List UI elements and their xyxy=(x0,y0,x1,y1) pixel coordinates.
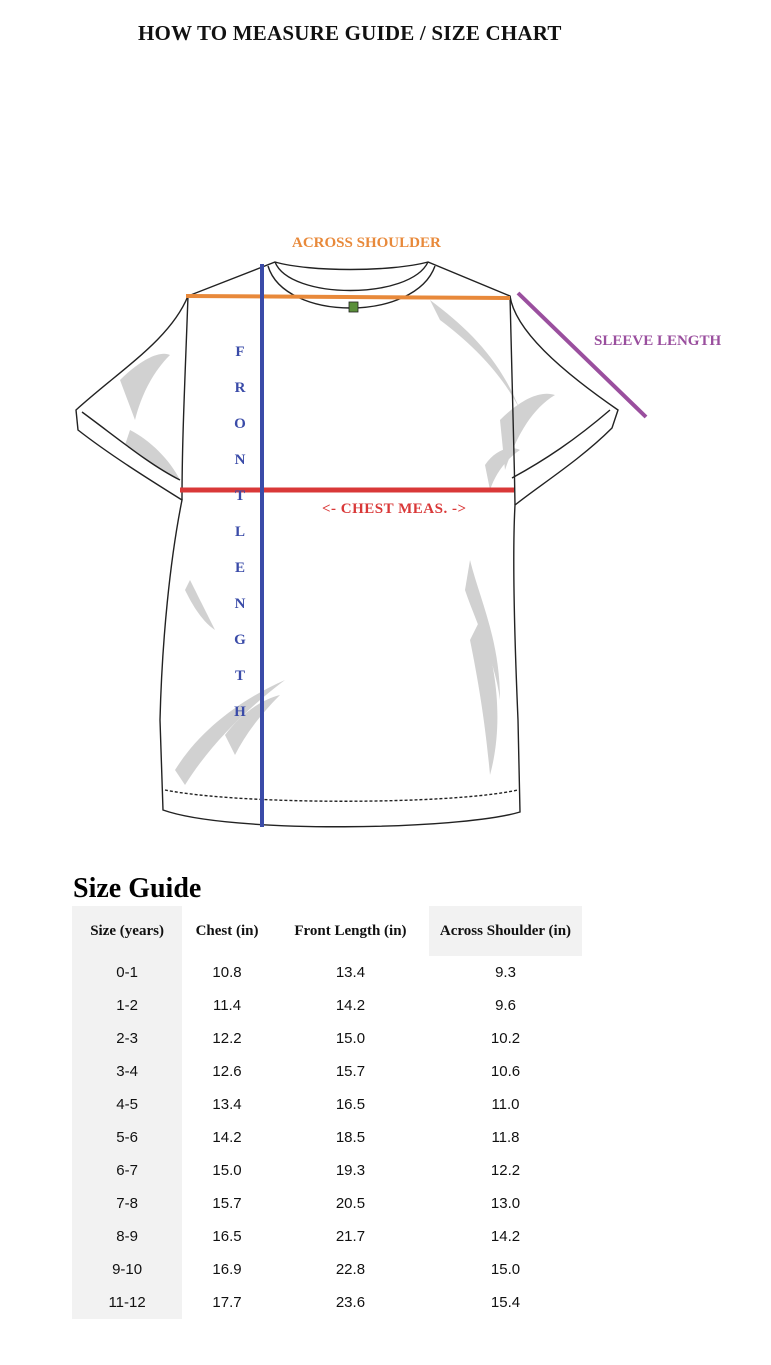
front-length-cell: 18.5 xyxy=(272,1121,429,1154)
chest-cell: 14.2 xyxy=(182,1121,272,1154)
size-cell: 2-3 xyxy=(72,1022,182,1055)
front-length-letter: O xyxy=(234,416,246,432)
size-cell: 4-5 xyxy=(72,1088,182,1121)
page-title: HOW TO MEASURE GUIDE / SIZE CHART xyxy=(138,21,562,45)
table-row xyxy=(72,1220,582,1253)
size-cell: 9-10 xyxy=(72,1253,182,1286)
across-shoulder-cell: 9.3 xyxy=(429,956,582,989)
front-length-cell: 23.6 xyxy=(272,1286,429,1319)
chest-cell: 10.8 xyxy=(182,956,272,989)
column-header-chest: Chest (in) xyxy=(182,906,272,956)
front-length-cell: 21.7 xyxy=(272,1220,429,1253)
front-length-letter: F xyxy=(235,344,245,360)
front-length-cell: 20.5 xyxy=(272,1187,429,1220)
table-row xyxy=(72,1055,582,1088)
front-length-cell: 19.3 xyxy=(272,1154,429,1187)
chest-cell: 16.5 xyxy=(182,1220,272,1253)
across-shoulder-cell: 10.2 xyxy=(429,1022,582,1055)
size-guide-title: Size Guide xyxy=(73,873,202,904)
table-row xyxy=(72,989,582,1022)
across-shoulder-cell: 14.2 xyxy=(429,1220,582,1253)
chest-cell: 11.4 xyxy=(182,989,272,1022)
size-cell: 7-8 xyxy=(72,1187,182,1220)
front-length-cell: 16.5 xyxy=(272,1088,429,1121)
chest-cell: 15.0 xyxy=(182,1154,272,1187)
front-length-cell: 15.7 xyxy=(272,1055,429,1088)
size-table xyxy=(72,906,582,1319)
front-length-letter: L xyxy=(234,524,245,540)
table-row xyxy=(72,1253,582,1286)
across-shoulder-cell: 12.2 xyxy=(429,1154,582,1187)
chest-cell: 17.7 xyxy=(182,1286,272,1319)
chest-cell: 13.4 xyxy=(182,1088,272,1121)
across-shoulder-cell: 15.4 xyxy=(429,1286,582,1319)
front-length-cell: 13.4 xyxy=(272,956,429,989)
across-shoulder-line xyxy=(186,296,510,298)
column-header-front-length: Front Length (in) xyxy=(272,906,429,956)
size-cell: 11-12 xyxy=(72,1286,182,1319)
chest-cell: 15.7 xyxy=(182,1187,272,1220)
front-length-letter: E xyxy=(234,560,245,576)
front-length-cell: 14.2 xyxy=(272,989,429,1022)
sleeve-length-label: SLEEVE LENGTH xyxy=(594,333,722,349)
across-shoulder-cell: 10.6 xyxy=(429,1055,582,1088)
size-cell: 6-7 xyxy=(72,1154,182,1187)
tshirt-outline xyxy=(76,262,618,827)
table-row xyxy=(72,1121,582,1154)
across-shoulder-cell: 13.0 xyxy=(429,1187,582,1220)
front-length-letter: T xyxy=(234,488,245,504)
across-shoulder-cell: 11.0 xyxy=(429,1088,582,1121)
table-row xyxy=(72,956,582,989)
chest-label: <- CHEST MEAS. -> xyxy=(322,501,467,517)
across-shoulder-cell: 15.0 xyxy=(429,1253,582,1286)
front-length-letter: G xyxy=(234,632,246,648)
front-length-letter: R xyxy=(234,380,246,396)
front-length-cell: 15.0 xyxy=(272,1022,429,1055)
table-row xyxy=(72,1187,582,1220)
front-length-label xyxy=(228,342,252,738)
table-row xyxy=(72,1088,582,1121)
size-cell: 1-2 xyxy=(72,989,182,1022)
table-row xyxy=(72,1286,582,1319)
front-length-letter: N xyxy=(234,596,246,612)
column-header-size: Size (years) xyxy=(72,906,182,956)
size-cell: 5-6 xyxy=(72,1121,182,1154)
column-header-across-shoulder: Across Shoulder (in) xyxy=(429,906,582,956)
table-header-row xyxy=(72,906,582,956)
front-length-letter: N xyxy=(234,452,246,468)
chest-cell: 12.6 xyxy=(182,1055,272,1088)
size-cell: 3-4 xyxy=(72,1055,182,1088)
across-shoulder-label: ACROSS SHOULDER xyxy=(292,235,441,251)
across-shoulder-cell: 11.8 xyxy=(429,1121,582,1154)
size-cell: 0-1 xyxy=(72,956,182,989)
table-row xyxy=(72,1022,582,1055)
size-cell: 8-9 xyxy=(72,1220,182,1253)
chest-cell: 16.9 xyxy=(182,1253,272,1286)
table-row xyxy=(72,1154,582,1187)
front-length-cell: 22.8 xyxy=(272,1253,429,1286)
size-table-body xyxy=(72,956,582,1319)
neck-label xyxy=(349,302,358,312)
front-length-letter: H xyxy=(234,704,246,720)
front-length-letter: T xyxy=(234,668,245,684)
chest-cell: 12.2 xyxy=(182,1022,272,1055)
across-shoulder-cell: 9.6 xyxy=(429,989,582,1022)
